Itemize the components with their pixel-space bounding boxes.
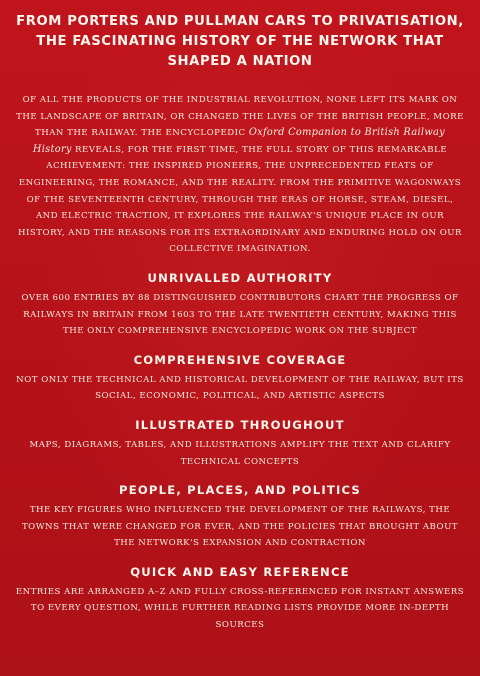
intro-before-title: OF ALL THE PRODUCTS OF THE INDUSTRIAL REVOLUTION, NONE LEFT ITS MARK ON THE LANDSCAPE OF BRITAIN, OR CHANGED THE LIVES OF THE BRITISH PEOPLE, MORE THAN THE RAILWAY. THE ENCYCLOPEDIC [16,95,464,139]
intro-paragraph [14,92,466,258]
section-comprehensive-coverage [14,352,466,405]
section-body: ENTRIES ARE ARRANGED A–Z AND FULLY CROSS-REFERENCED FOR INSTANT ANSWERS TO EVERY QUESTION, WHILE FURTHER READING LISTS PROVIDE MORE IN-DEPTH SOURCES [15,586,465,631]
section-body: THE KEY FIGURES WHO INFLUENCED THE DEVELOPMENT OF THE RAILWAYS, THE TOWNS THAT WERE CHANGED FOR EVER, AND THE POLICIES THAT BROUGHT ABOUT THE NETWORK'S EXPANSION AND CONTRACTION [21,505,459,549]
intro-after-title: REVEALS, FOR THE FIRST TIME, THE FULL STORY OF THIS REMARKABLE ACHIEVEMENT: THE INSPIRED PIONEERS, THE UNPRECEDENTED FEATS OF ENGINEERING, THE ROMANCE, AND THE REALITY. FROM THE PRIMITIVE WAGONWAYS OF THE SEVENTEENTH CENTURY, THROUGH THE ERAS OF HORSE, STEAM, DIESEL, AND ELECTRIC TRACTION, IT EXPLORES THE RAILWAY'S UNIQUE PLACE IN OUR HISTORY, AND THE REASONS FOR ITS EXTRAORDINARY AND ENDURING HOLD ON OUR COLLECTIVE IMAGINATION. [18,144,462,255]
section-heading: PEOPLE, PLACES, AND POLITICS [119,483,361,498]
headline-text: FROM PORTERS AND PULLMAN CARS TO PRIVATISATION, THE FASCINATING HISTORY OF THE NETWORK THAT SHAPED A NATION [16,14,464,69]
headline [14,12,466,72]
section-heading: UNRIVALLED AUTHORITY [147,270,333,285]
section-unrivalled-authority [14,270,466,340]
section-illustrated-throughout [14,417,466,470]
section-heading: QUICK AND EASY REFERENCE [130,564,350,579]
section-heading: ILLUSTRATED THROUGHOUT [135,417,345,432]
section-body: MAPS, DIAGRAMS, TABLES, AND ILLUSTRATIONS AMPLIFY THE TEXT AND CLARIFY TECHNICAL CONCEPTS [29,439,451,467]
section-people-places-politics [14,482,466,552]
section-quick-easy-reference [14,564,466,634]
section-body: NOT ONLY THE TECHNICAL AND HISTORICAL DEVELOPMENT OF THE RAILWAY, BUT ITS SOCIAL, ECONOMIC, POLITICAL, AND ARTISTIC ASPECTS [16,374,464,402]
section-heading: COMPREHENSIVE COVERAGE [133,352,347,367]
section-body: OVER 600 ENTRIES BY 88 DISTINGUISHED CONTRIBUTORS CHART THE PROGRESS OF RAILWAYS IN BRITAIN FROM 1603 TO THE LATE TWENTIETH CENTURY, MAKING THIS THE ONLY COMPREHENSIVE ENCYCLOPEDIC WORK ON THE SUBJECT [21,292,459,337]
book-title: Oxford Companion to British Railway History [32,127,445,155]
